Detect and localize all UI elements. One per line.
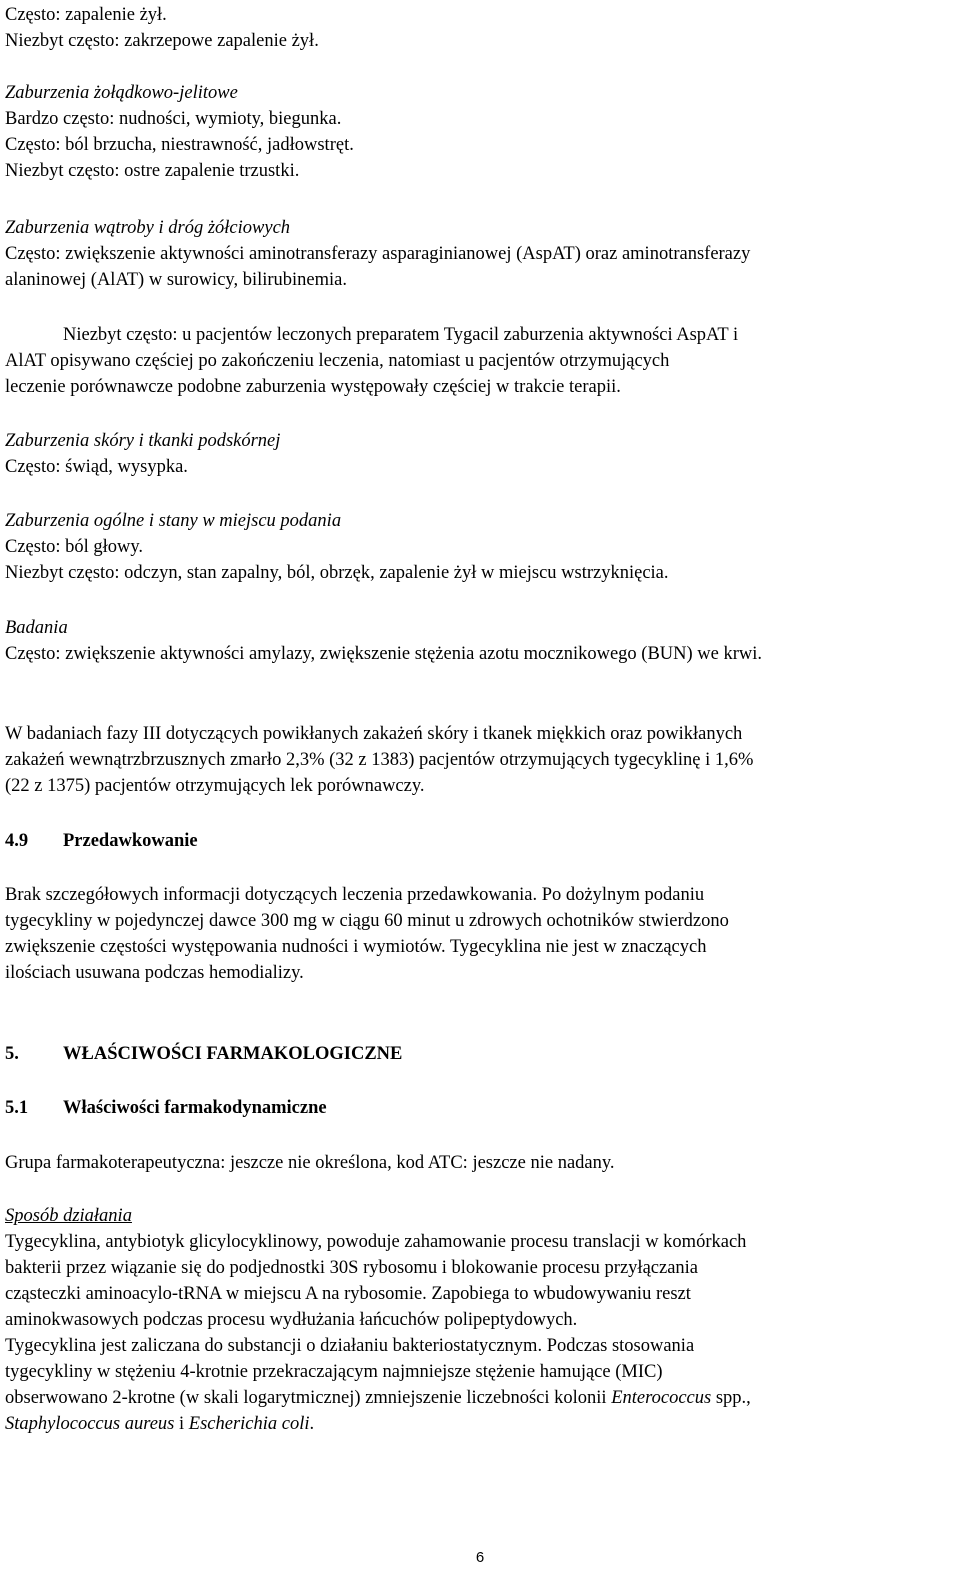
text-line: leczenie porównawcze podobne zaburzenia występowały częściej w trakcie terapii.	[5, 377, 621, 397]
text-line: Często: świąd, wysypka.	[5, 457, 188, 477]
text-line: ilościach usuwana podczas hemodializy.	[5, 963, 304, 983]
text-line: Tygecyklina jest zaliczana do substancji o działaniu bakteriostatycznym. Podczas stosowania	[5, 1336, 695, 1356]
text-run: spp.,	[711, 1388, 751, 1408]
text-line: Grupa farmakoterapeutyczna: jeszcze nie określona, kod ATC: jeszcze nie nadany.	[5, 1153, 615, 1173]
text-line: Często: zwiększenie aktywności amylazy, zwiększenie stężenia azotu mocznikowego (BUN) we krwi.	[5, 644, 763, 664]
text-line: zwiększenie częstości występowania nudności i wymiotów. Tygecyklina nie jest w znaczących	[5, 937, 707, 957]
section-heading-investigations: Badania	[5, 618, 68, 638]
section-title: WŁAŚCIWOŚCI FARMAKOLOGICZNE	[63, 1044, 403, 1064]
text-line: Bardzo często: nudności, wymioty, biegunka.	[5, 109, 342, 129]
section-heading-hepatobiliary: Zaburzenia wątroby i dróg żółciowych	[5, 218, 291, 238]
section-title: Przedawkowanie	[63, 831, 198, 851]
text-line: Niezbyt często: ostre zapalenie trzustki.	[5, 161, 300, 181]
text-line: bakterii przez wiązanie się do podjednostki 30S rybosomu i blokowanie procesu przyłączania	[5, 1258, 699, 1278]
section-title-4-9	[5, 828, 198, 854]
text-line: Często: ból brzucha, niestrawność, jadłowstręt.	[5, 135, 354, 155]
section-title-5	[5, 1041, 402, 1067]
text-line: (22 z 1375) pacjentów otrzymujących lek porównawczy.	[5, 776, 425, 796]
text-line: Często: zwiększenie aktywności aminotransferazy asparaginianowej (AspAT) oraz aminotransferazy	[5, 244, 751, 264]
text-line	[5, 1411, 314, 1437]
section-number: 5.1	[5, 1098, 29, 1118]
text-line: tygecykliny w stężeniu 4-krotnie przekraczającym najmniejsze stężenie hamujące (MIC)	[5, 1362, 663, 1382]
page-number: 6	[475, 1549, 485, 1566]
section-heading-gastrointestinal: Zaburzenia żołądkowo-jelitowe	[5, 83, 238, 103]
text-line: AlAT opisywano częściej po zakończeniu leczenia, natomiast u pacjentów otrzymujących	[5, 351, 670, 371]
text-line	[5, 1385, 751, 1411]
species-name: Staphylococcus aureus	[5, 1414, 175, 1434]
section-title-5-1	[5, 1095, 327, 1121]
text-line: Często: ból głowy.	[5, 537, 144, 557]
section-heading-skin: Zaburzenia skóry i tkanki podskórnej	[5, 431, 281, 451]
section-title: Właściwości farmakodynamiczne	[63, 1098, 327, 1118]
text-line: alaninowej (AlAT) w surowicy, bilirubinemia.	[5, 270, 347, 290]
text-run: i	[174, 1414, 189, 1434]
section-number: 4.9	[5, 831, 29, 851]
text-line: cząsteczki aminoacylo-tRNA w miejscu A na rybosomie. Zapobiega to wbudowywaniu reszt	[5, 1284, 691, 1304]
section-heading-general: Zaburzenia ogólne i stany w miejscu podania	[5, 511, 342, 531]
text-run: .	[309, 1414, 315, 1434]
text-line: Niezbyt często: zakrzepowe zapalenie żył.	[5, 31, 319, 51]
text-line: Tygecyklina, antybiotyk glicylocyklinowy, powoduje zahamowanie procesu translacji w komórkach	[5, 1232, 747, 1252]
text-line: tygecykliny w pojedynczej dawce 300 mg w ciągu 60 minut u zdrowych ochotników stwierdzono	[5, 911, 729, 931]
text-line: W badaniach fazy III dotyczących powikłanych zakażeń skóry i tkanek miękkich oraz powikłanych	[5, 724, 743, 744]
text-run: obserwowano 2-krotne (w skali logarytmicznej) zmniejszenie liczebności kolonii	[5, 1388, 612, 1408]
text-line: zakażeń wewnątrzbrzusznych zmarło 2,3% (32 z 1383) pacjentów otrzymujących tygecyklinę i 1,6%	[5, 750, 754, 770]
species-name: Enterococcus	[611, 1388, 712, 1408]
text-line: Brak szczegółowych informacji dotyczących leczenia przedawkowania. Po dożylnym podaniu	[5, 885, 705, 905]
species-name: Escherichia coli	[188, 1414, 310, 1434]
section-number: 5.	[5, 1044, 19, 1064]
text-line: Niezbyt często: u pacjentów leczonych preparatem Tygacil zaburzenia aktywności AspAT i	[63, 325, 739, 345]
text-line: aminokwasowych podczas procesu wydłużania łańcuchów polipeptydowych.	[5, 1310, 578, 1330]
section-heading-mechanism: Sposób działania	[5, 1206, 132, 1226]
text-line: Niezbyt często: odczyn, stan zapalny, ból, obrzęk, zapalenie żył w miejscu wstrzyknięcia.	[5, 563, 669, 583]
text-line: Często: zapalenie żył.	[5, 5, 167, 25]
